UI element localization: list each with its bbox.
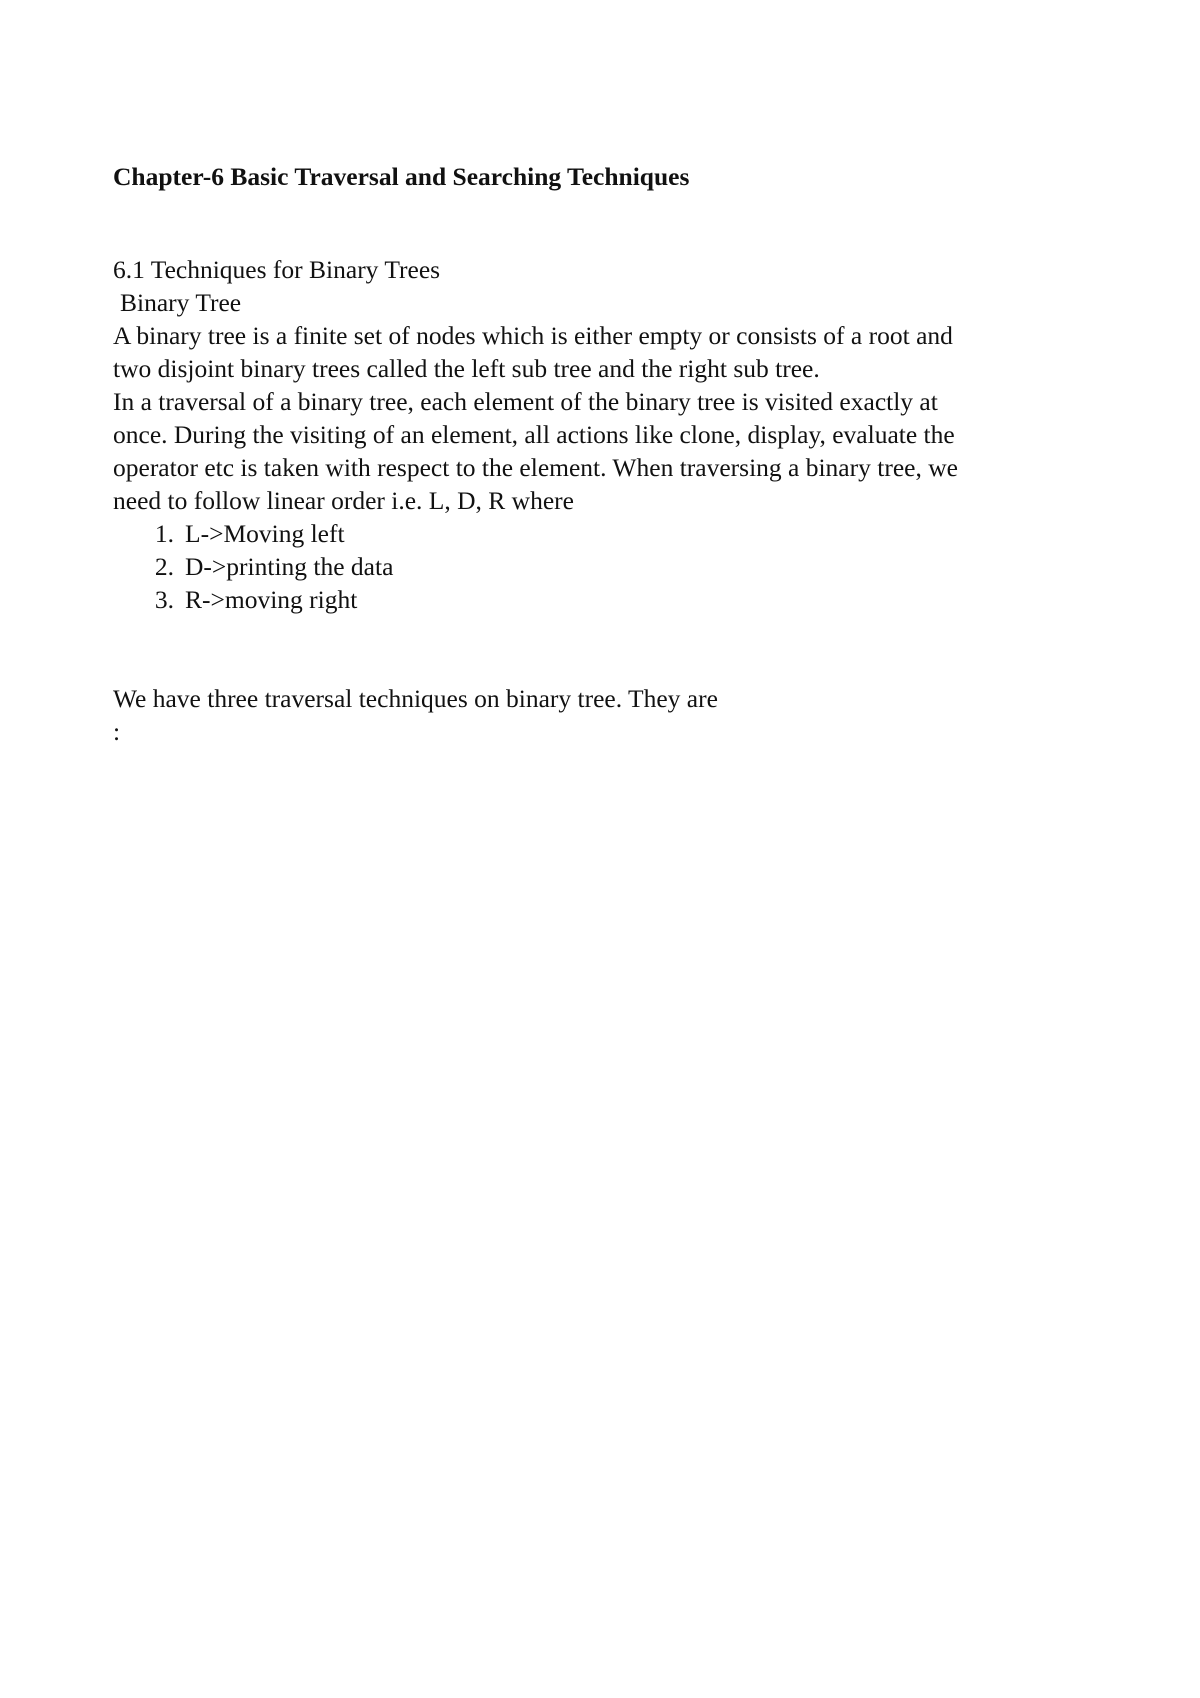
list-item [113,550,1073,583]
text-line: need to follow linear order i.e. L, D, R where [113,486,574,515]
text-line: In a traversal of a binary tree, each element of the binary tree is visited exactly at [113,387,938,416]
section-heading: 6.1 Techniques for Binary Trees [113,255,441,284]
list-item [113,583,1073,616]
subheading: Binary Tree [120,288,242,317]
list-item-text: D->printing the data [185,552,394,581]
techniques-intro-paragraph [113,682,1073,748]
text-line: two disjoint binary trees called the left sub tree and the right sub tree. [113,354,820,383]
list-item-text: L->Moving left [185,519,345,548]
list-item-number: 1. [154,519,174,548]
traversal-steps-list [113,517,1073,616]
text-line: A binary tree is a finite set of nodes which is either empty or consists of a root and [113,321,953,350]
text-line: operator etc is taken with respect to the element. When traversing a binary tree, we [113,453,958,482]
text-line: once. During the visiting of an element, all actions like clone, display, evaluate the [113,420,955,449]
text-line: We have three traversal techniques on binary tree. They are [113,684,718,713]
list-item-number: 2. [154,552,174,581]
list-item-text: R->moving right [185,585,358,614]
list-item-number: 3. [154,585,174,614]
traversal-paragraph [113,385,1073,517]
trailing-colon: : [113,717,121,746]
list-item [113,517,1073,550]
chapter-title: Chapter-6 Basic Traversal and Searching Techniques [113,162,690,191]
page-content [113,160,1073,748]
definition-paragraph [113,319,1073,385]
